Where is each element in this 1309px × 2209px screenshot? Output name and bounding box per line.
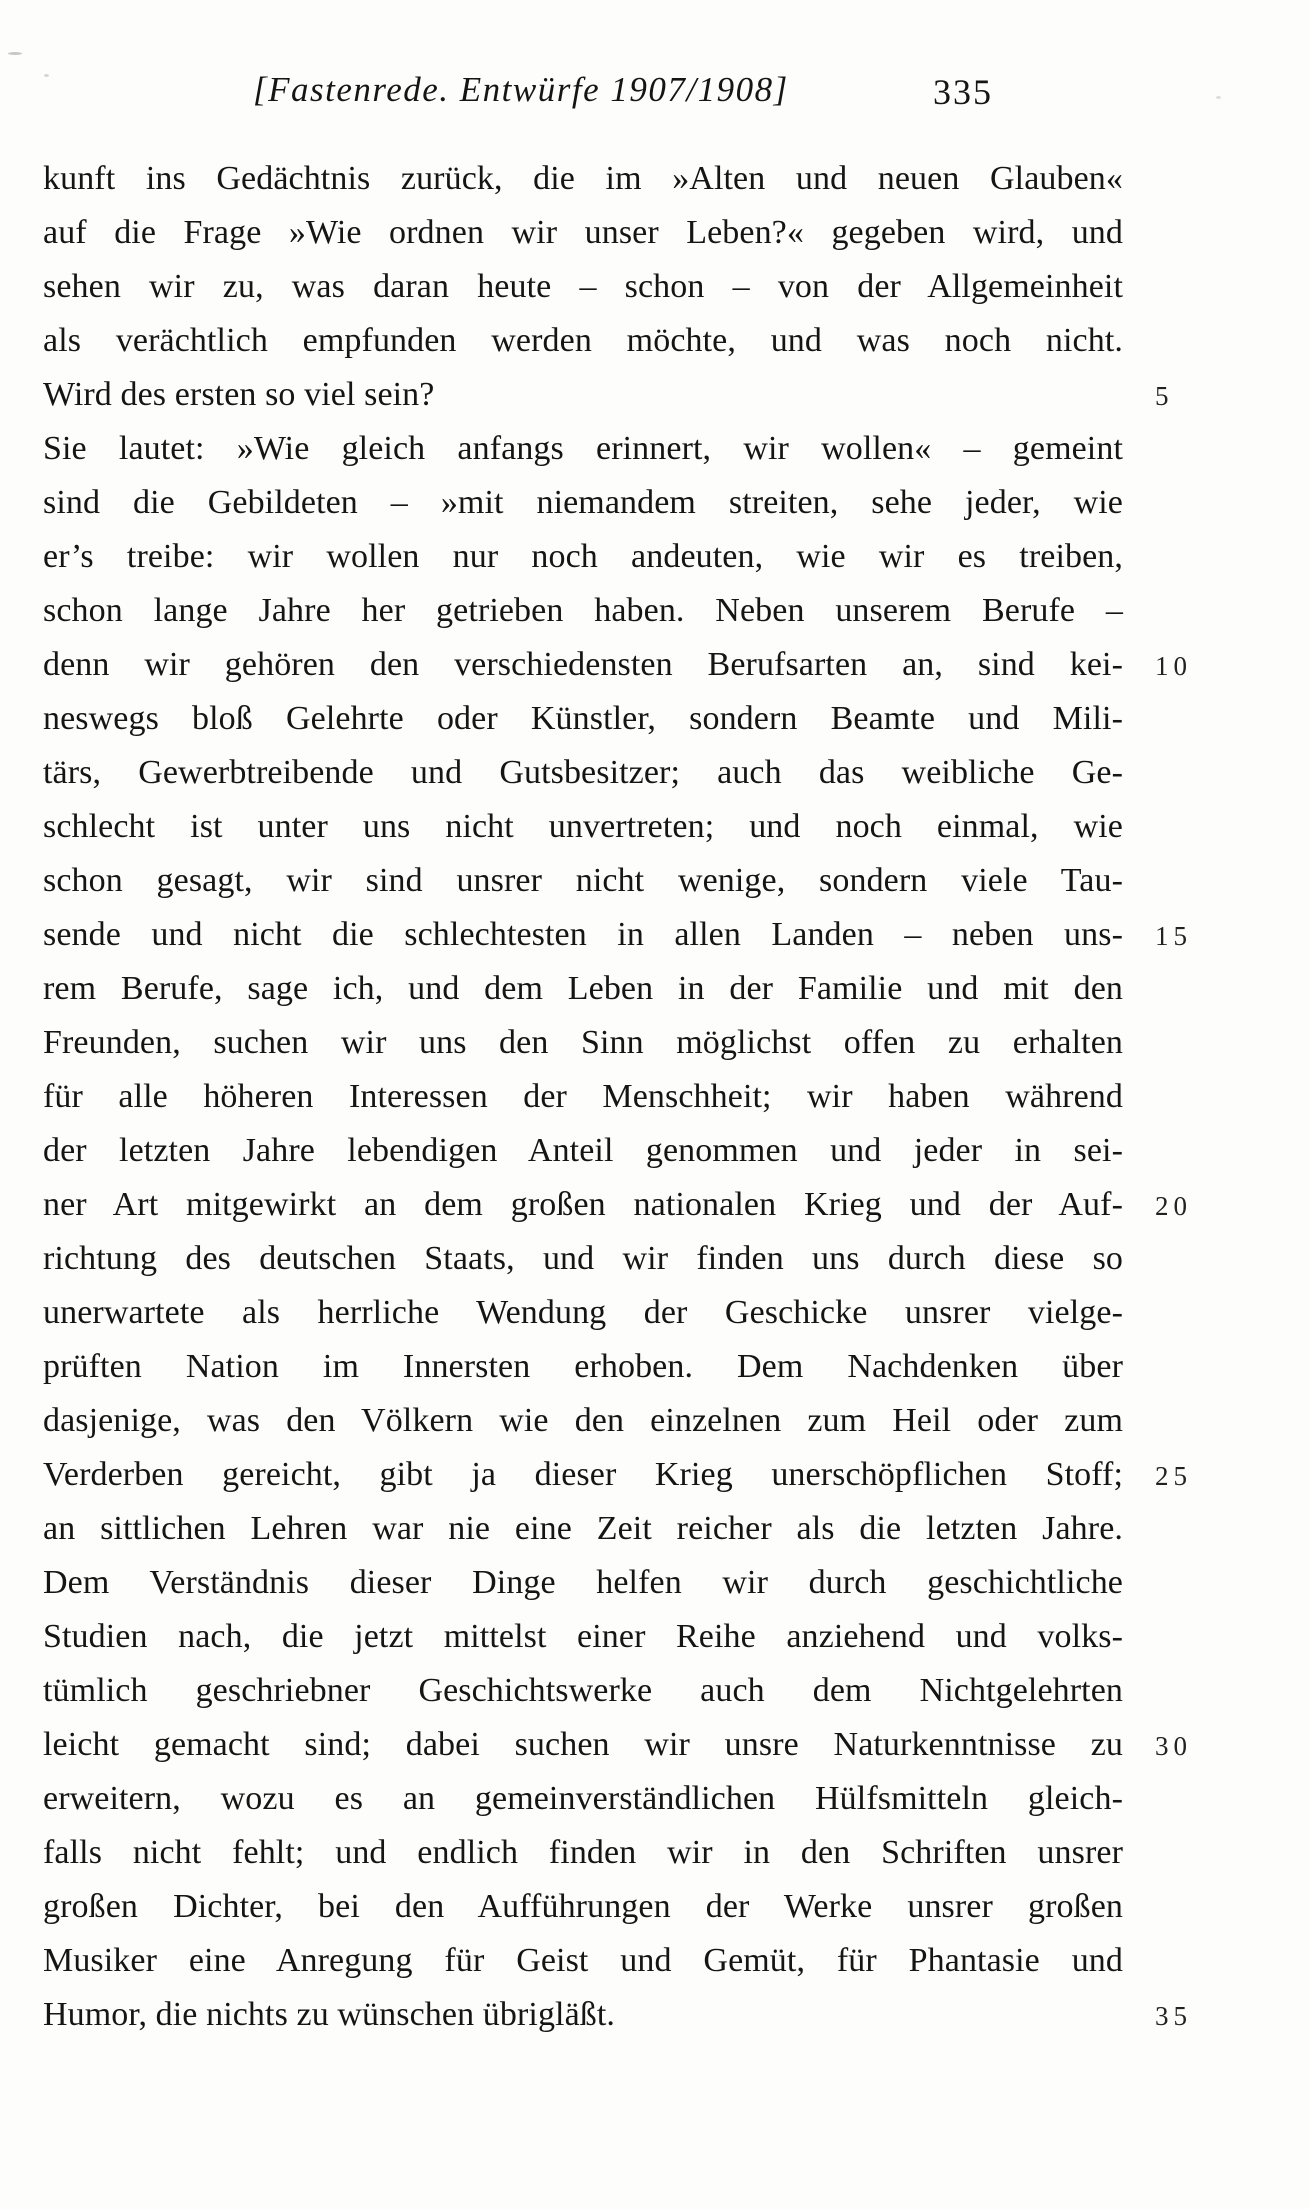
line-text: Musiker eine Anregung für Geist und Gemüt, für Phantasie und: [43, 1942, 1123, 1979]
line-text: schon lange Jahre her getrieben haben. Neben unserem Berufe –: [43, 592, 1123, 629]
line-number: 35: [1155, 2001, 1192, 2031]
text-line: [43, 1934, 1123, 1988]
line-text: an sittlichen Lehren war nie eine Zeit reicher als die letzten Jahre.: [43, 1510, 1123, 1547]
line-text: richtung des deutschen Staats, und wir finden uns durch diese so: [43, 1240, 1123, 1277]
text-line: [43, 854, 1123, 908]
line-text: tümlich geschriebner Geschichtswerke auch dem Nichtgelehrten: [43, 1672, 1123, 1709]
text-line: [43, 1448, 1192, 1502]
text-line: [43, 908, 1192, 962]
line-text: denn wir gehören den verschiedensten Berufsarten an, sind kei-: [43, 646, 1123, 683]
text-line: [43, 1610, 1123, 1664]
text-line: [43, 1664, 1123, 1718]
text-line: [43, 1502, 1123, 1556]
line-number: 30: [1155, 1731, 1192, 1761]
text-line: [43, 1772, 1123, 1826]
line-text: prüften Nation im Innersten erhoben. Dem Nachdenken über: [43, 1348, 1123, 1385]
line-text: Studien nach, die jetzt mittelst einer Reihe anziehend und volks-: [43, 1618, 1123, 1655]
line-text: als verächtlich empfunden werden möchte, und was noch nicht.: [43, 322, 1123, 359]
line-text: tärs, Gewerbtreibende und Gutsbesitzer; auch das weibliche Ge-: [43, 754, 1123, 791]
line-text: kunft ins Gedächtnis zurück, die im »Alten und neuen Glauben«: [43, 160, 1123, 197]
text-line: [43, 1124, 1123, 1178]
line-text: er’s treibe: wir wollen nur noch andeuten, wie wir es treiben,: [43, 538, 1123, 575]
line-text: sind die Gebildeten – »mit niemandem streiten, sehe jeder, wie: [43, 484, 1123, 521]
line-text: neswegs bloß Gelehrte oder Künstler, sondern Beamte und Mili-: [43, 700, 1123, 737]
line-text: schlecht ist unter uns nicht unvertreten; und noch einmal, wie: [43, 808, 1123, 845]
line-text: der letzten Jahre lebendigen Anteil genommen und jeder in sei-: [43, 1132, 1123, 1169]
text-line: [43, 476, 1123, 530]
line-text: Humor, die nichts zu wünschen übrigläßt.: [43, 1996, 616, 2033]
text-line: [43, 746, 1123, 800]
line-text: Freunden, suchen wir uns den Sinn möglichst offen zu erhalten: [43, 1024, 1123, 1061]
line-number: 25: [1155, 1461, 1192, 1491]
text-line: [43, 314, 1123, 368]
text-line: [43, 692, 1123, 746]
text-line: [43, 1178, 1192, 1232]
text-line: [43, 1880, 1123, 1934]
line-text: Wird des ersten so viel sein?: [43, 376, 435, 413]
text-line: [43, 1232, 1123, 1286]
text-line: [43, 1556, 1123, 1610]
scan-speckle: [8, 52, 22, 55]
text-line: [43, 422, 1123, 476]
text-line: [43, 1988, 1192, 2042]
line-text: sende und nicht die schlechtesten in allen Landen – neben uns-: [43, 916, 1123, 953]
text-line: [43, 638, 1192, 692]
line-text: Sie lautet: »Wie gleich anfangs erinnert, wir wollen« – gemeint: [43, 430, 1123, 467]
text-line: [43, 1016, 1123, 1070]
text-line: [43, 800, 1123, 854]
text-line: [43, 1286, 1123, 1340]
line-number: 20: [1155, 1191, 1192, 1221]
text-line: [43, 1070, 1123, 1124]
text-line: [43, 206, 1123, 260]
line-number: 5: [1155, 381, 1174, 411]
running-header: [Fastenrede. Entwürfe 1907/1908]: [253, 70, 789, 109]
scan-speckle: [1216, 96, 1221, 99]
text-line: [43, 962, 1123, 1016]
line-number: 15: [1155, 921, 1192, 951]
line-text: Dem Verständnis dieser Dinge helfen wir durch geschichtliche: [43, 1564, 1123, 1601]
line-text: auf die Frage »Wie ordnen wir unser Leben?« gegeben wird, und: [43, 214, 1123, 251]
text-line: [43, 584, 1123, 638]
line-text: ner Art mitgewirkt an dem großen nationalen Krieg und der Auf-: [43, 1186, 1123, 1223]
line-text: Verderben gereicht, gibt ja dieser Krieg unerschöpflichen Stoff;: [43, 1456, 1123, 1493]
scan-speckle: [44, 74, 49, 77]
text-line: [43, 530, 1123, 584]
text-line: [43, 1826, 1123, 1880]
line-text: unerwartete als herrliche Wendung der Geschicke unsrer vielge-: [43, 1294, 1123, 1331]
line-text: schon gesagt, wir sind unsrer nicht wenige, sondern viele Tau-: [43, 862, 1123, 899]
text-line: [43, 1718, 1192, 1772]
text-line: [43, 1394, 1123, 1448]
line-text: für alle höheren Interessen der Menschheit; wir haben während: [43, 1078, 1123, 1115]
line-text: rem Berufe, sage ich, und dem Leben in der Familie und mit den: [43, 970, 1123, 1007]
line-text: sehen wir zu, was daran heute – schon – von der Allgemeinheit: [43, 268, 1123, 305]
line-text: falls nicht fehlt; und endlich finden wir in den Schriften unsrer: [43, 1834, 1123, 1871]
line-text: erweitern, wozu es an gemeinverständlichen Hülfsmitteln gleich-: [43, 1780, 1123, 1817]
line-text: dasjenige, was den Völkern wie den einzelnen zum Heil oder zum: [43, 1402, 1123, 1439]
text-line: [43, 152, 1123, 206]
page-number: 335: [933, 72, 993, 112]
text-line: [43, 368, 1174, 422]
text-line: [43, 1340, 1123, 1394]
line-text: leicht gemacht sind; dabei suchen wir unsre Naturkenntnisse zu: [43, 1726, 1123, 1763]
line-number: 10: [1155, 651, 1192, 681]
text-line: [43, 260, 1123, 314]
line-text: großen Dichter, bei den Aufführungen der Werke unsrer großen: [43, 1888, 1123, 1925]
text-block: [43, 152, 1192, 2042]
